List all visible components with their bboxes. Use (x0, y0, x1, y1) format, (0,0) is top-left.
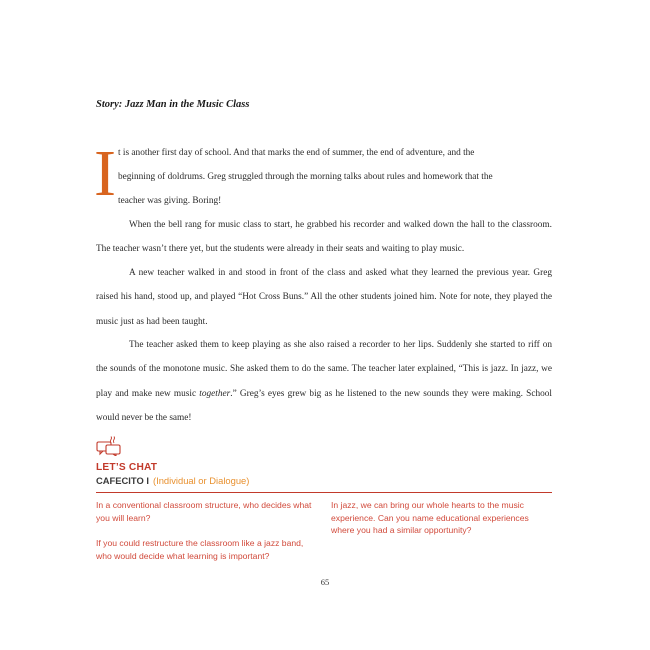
lets-chat-heading: LET’S CHAT (96, 462, 158, 473)
question-3: In jazz, we can bring our whole hearts to the music experience. Can you name educational experiences where you had a similar opportunity? (331, 500, 529, 535)
page-number: 65 (320, 577, 330, 587)
cafecito-mode: (Individual or Dialogue) (152, 475, 250, 486)
paragraph-1-line-3: teacher was giving. Boring! (118, 196, 222, 206)
chat-bubbles-icon (96, 436, 122, 456)
section-divider (96, 492, 552, 493)
cafecito-label: CAFECITO I (96, 475, 149, 486)
paragraph-4-text-b: .” Greg’s eyes grew big as he listened to the new sounds they were making. School would never be the same! (96, 388, 552, 423)
paragraph-1-line-1: t is another first day of school. And that marks the end of summer, the end of adventure, and the (118, 148, 475, 158)
paragraph-1-line-2: beginning of doldrums. Greg struggled through the morning talks about rules and homework that the (118, 172, 493, 182)
paragraph-2: When the bell rang for music class to start, he grabbed his recorder and walked down the hall to the classroom. The teacher wasn’t there yet, but the students were already in their seats and waiting to play music. (96, 220, 552, 255)
question-1: In a conventional classroom structure, who decides what you will learn? (96, 500, 312, 523)
paragraph-4-text-a: The teacher asked them to keep playing as she also raised a recorder to her lips. Suddenly she started to riff on the sounds of the monotone music. She asked them to do the same. The teacher later explained, “This is jazz. In jazz, we play and make new music (96, 340, 552, 399)
emphasis-together: together (199, 388, 231, 399)
question-2: If you could restructure the classroom like a jazz band, who would decide what learning is important? (96, 538, 304, 561)
cafecito-subheading (96, 475, 249, 486)
paragraph-4 (96, 333, 552, 430)
paragraph-3: A new teacher walked in and stood in front of the class and asked what they learned the previous year. Greg raised his hand, stood up, and played “Hot Cross Buns.” All the other students joined him. Note for note, they played the music just as had been taught. (96, 268, 552, 327)
drop-cap: I (94, 137, 116, 210)
story-title: Story: Jazz Man in the Music Class (96, 99, 250, 110)
